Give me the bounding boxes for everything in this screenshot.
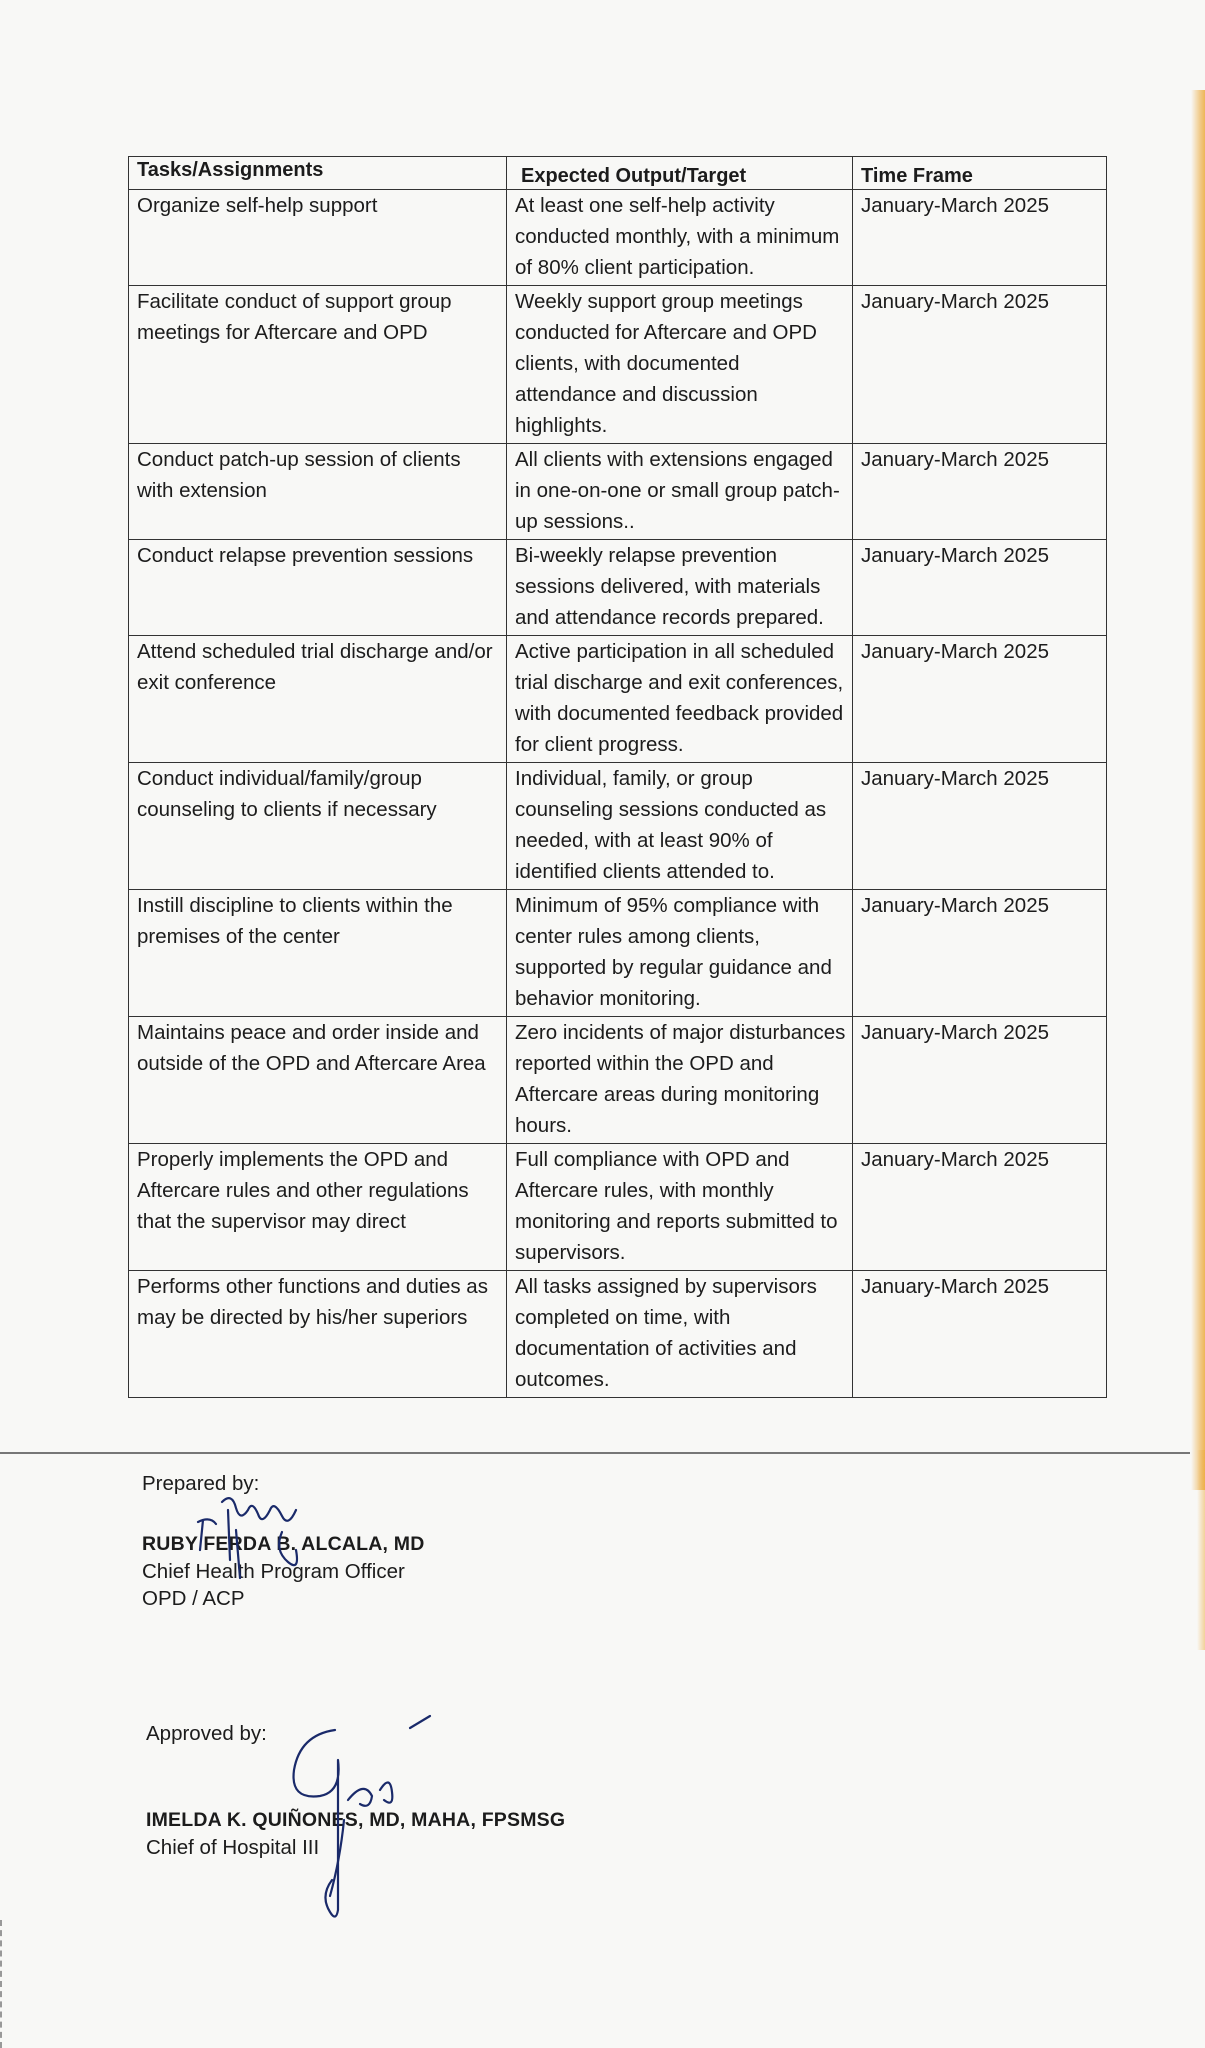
frame-cell: January-March 2025 — [853, 540, 1107, 636]
preparer-title: Chief Health Program Officer — [142, 1560, 405, 1583]
target-cell: Bi-weekly relapse prevention sessions delivered, with materials and attendance records prepared. — [507, 540, 853, 636]
frame-cell: January-March 2025 — [853, 763, 1107, 890]
task-cell: Maintains peace and order inside and outside of the OPD and Aftercare Area — [129, 1017, 507, 1144]
table-row — [129, 286, 1107, 444]
page-edge-stain — [1197, 1450, 1205, 1650]
table-header-row — [129, 157, 1107, 190]
approver-signature — [280, 1700, 460, 1930]
frame-cell: January-March 2025 — [853, 1271, 1107, 1398]
preparer-name: RUBY FERDA B. ALCALA, MD — [142, 1533, 425, 1555]
task-cell: Conduct patch-up session of clients with extension — [129, 444, 507, 540]
table-row — [129, 190, 1107, 286]
prepared-by-label: Prepared by: — [142, 1472, 260, 1495]
target-cell: At least one self-help activity conducted monthly, with a minimum of 80% client participation. — [507, 190, 853, 286]
approver-title: Chief of Hospital III — [146, 1836, 320, 1859]
target-cell: Weekly support group meetings conducted for Aftercare and OPD clients, with documented attendance and discussion highlights. — [507, 286, 853, 444]
target-cell: Active participation in all scheduled trial discharge and exit conferences, with documented feedback provided for client progress. — [507, 636, 853, 763]
task-cell: Conduct relapse prevention sessions — [129, 540, 507, 636]
target-cell: Individual, family, or group counseling sessions conducted as needed, with at least 90% of identified clients attended to. — [507, 763, 853, 890]
task-table — [128, 156, 1107, 1398]
task-cell: Facilitate conduct of support group meetings for Aftercare and OPD — [129, 286, 507, 444]
header-tasks: Tasks/Assignments — [129, 157, 507, 190]
task-cell: Organize self-help support — [129, 190, 507, 286]
table-row — [129, 540, 1107, 636]
page-divider — [0, 1452, 1190, 1454]
task-cell: Properly implements the OPD and Aftercare rules and other regulations that the supervisor may direct — [129, 1144, 507, 1271]
target-cell: Minimum of 95% compliance with center rules among clients, supported by regular guidance and behavior monitoring. — [507, 890, 853, 1017]
preparer-office: OPD / ACP — [142, 1587, 245, 1610]
frame-cell: January-March 2025 — [853, 1144, 1107, 1271]
scan-edge-marks — [0, 1920, 6, 2048]
task-cell: Performs other functions and duties as may be directed by his/her superiors — [129, 1271, 507, 1398]
approved-by-label: Approved by: — [146, 1722, 267, 1745]
frame-cell: January-March 2025 — [853, 190, 1107, 286]
target-cell: All clients with extensions engaged in one-on-one or small group patch-up sessions.. — [507, 444, 853, 540]
table-row — [129, 1144, 1107, 1271]
frame-cell: January-March 2025 — [853, 286, 1107, 444]
task-cell: Conduct individual/family/group counseling to clients if necessary — [129, 763, 507, 890]
table-row — [129, 1271, 1107, 1398]
task-cell: Instill discipline to clients within the premises of the center — [129, 890, 507, 1017]
approver-name: IMELDA K. QUIÑONES, MD, MAHA, FPSMSG — [146, 1809, 566, 1831]
table-row — [129, 636, 1107, 763]
header-target: Expected Output/Target — [507, 157, 853, 190]
task-cell: Attend scheduled trial discharge and/or exit conference — [129, 636, 507, 763]
frame-cell: January-March 2025 — [853, 890, 1107, 1017]
preparer-signature — [170, 1480, 450, 1590]
page-edge-stain — [1191, 90, 1205, 1490]
frame-cell: January-March 2025 — [853, 444, 1107, 540]
header-frame: Time Frame — [853, 157, 1107, 190]
target-cell: Zero incidents of major disturbances reported within the OPD and Aftercare areas during monitoring hours. — [507, 1017, 853, 1144]
table-row — [129, 1017, 1107, 1144]
table-row — [129, 444, 1107, 540]
target-cell: All tasks assigned by supervisors completed on time, with documentation of activities and outcomes. — [507, 1271, 853, 1398]
target-cell: Full compliance with OPD and Aftercare rules, with monthly monitoring and reports submitted to supervisors. — [507, 1144, 853, 1271]
table-row — [129, 890, 1107, 1017]
frame-cell: January-March 2025 — [853, 1017, 1107, 1144]
table-row — [129, 763, 1107, 890]
frame-cell: January-March 2025 — [853, 636, 1107, 763]
